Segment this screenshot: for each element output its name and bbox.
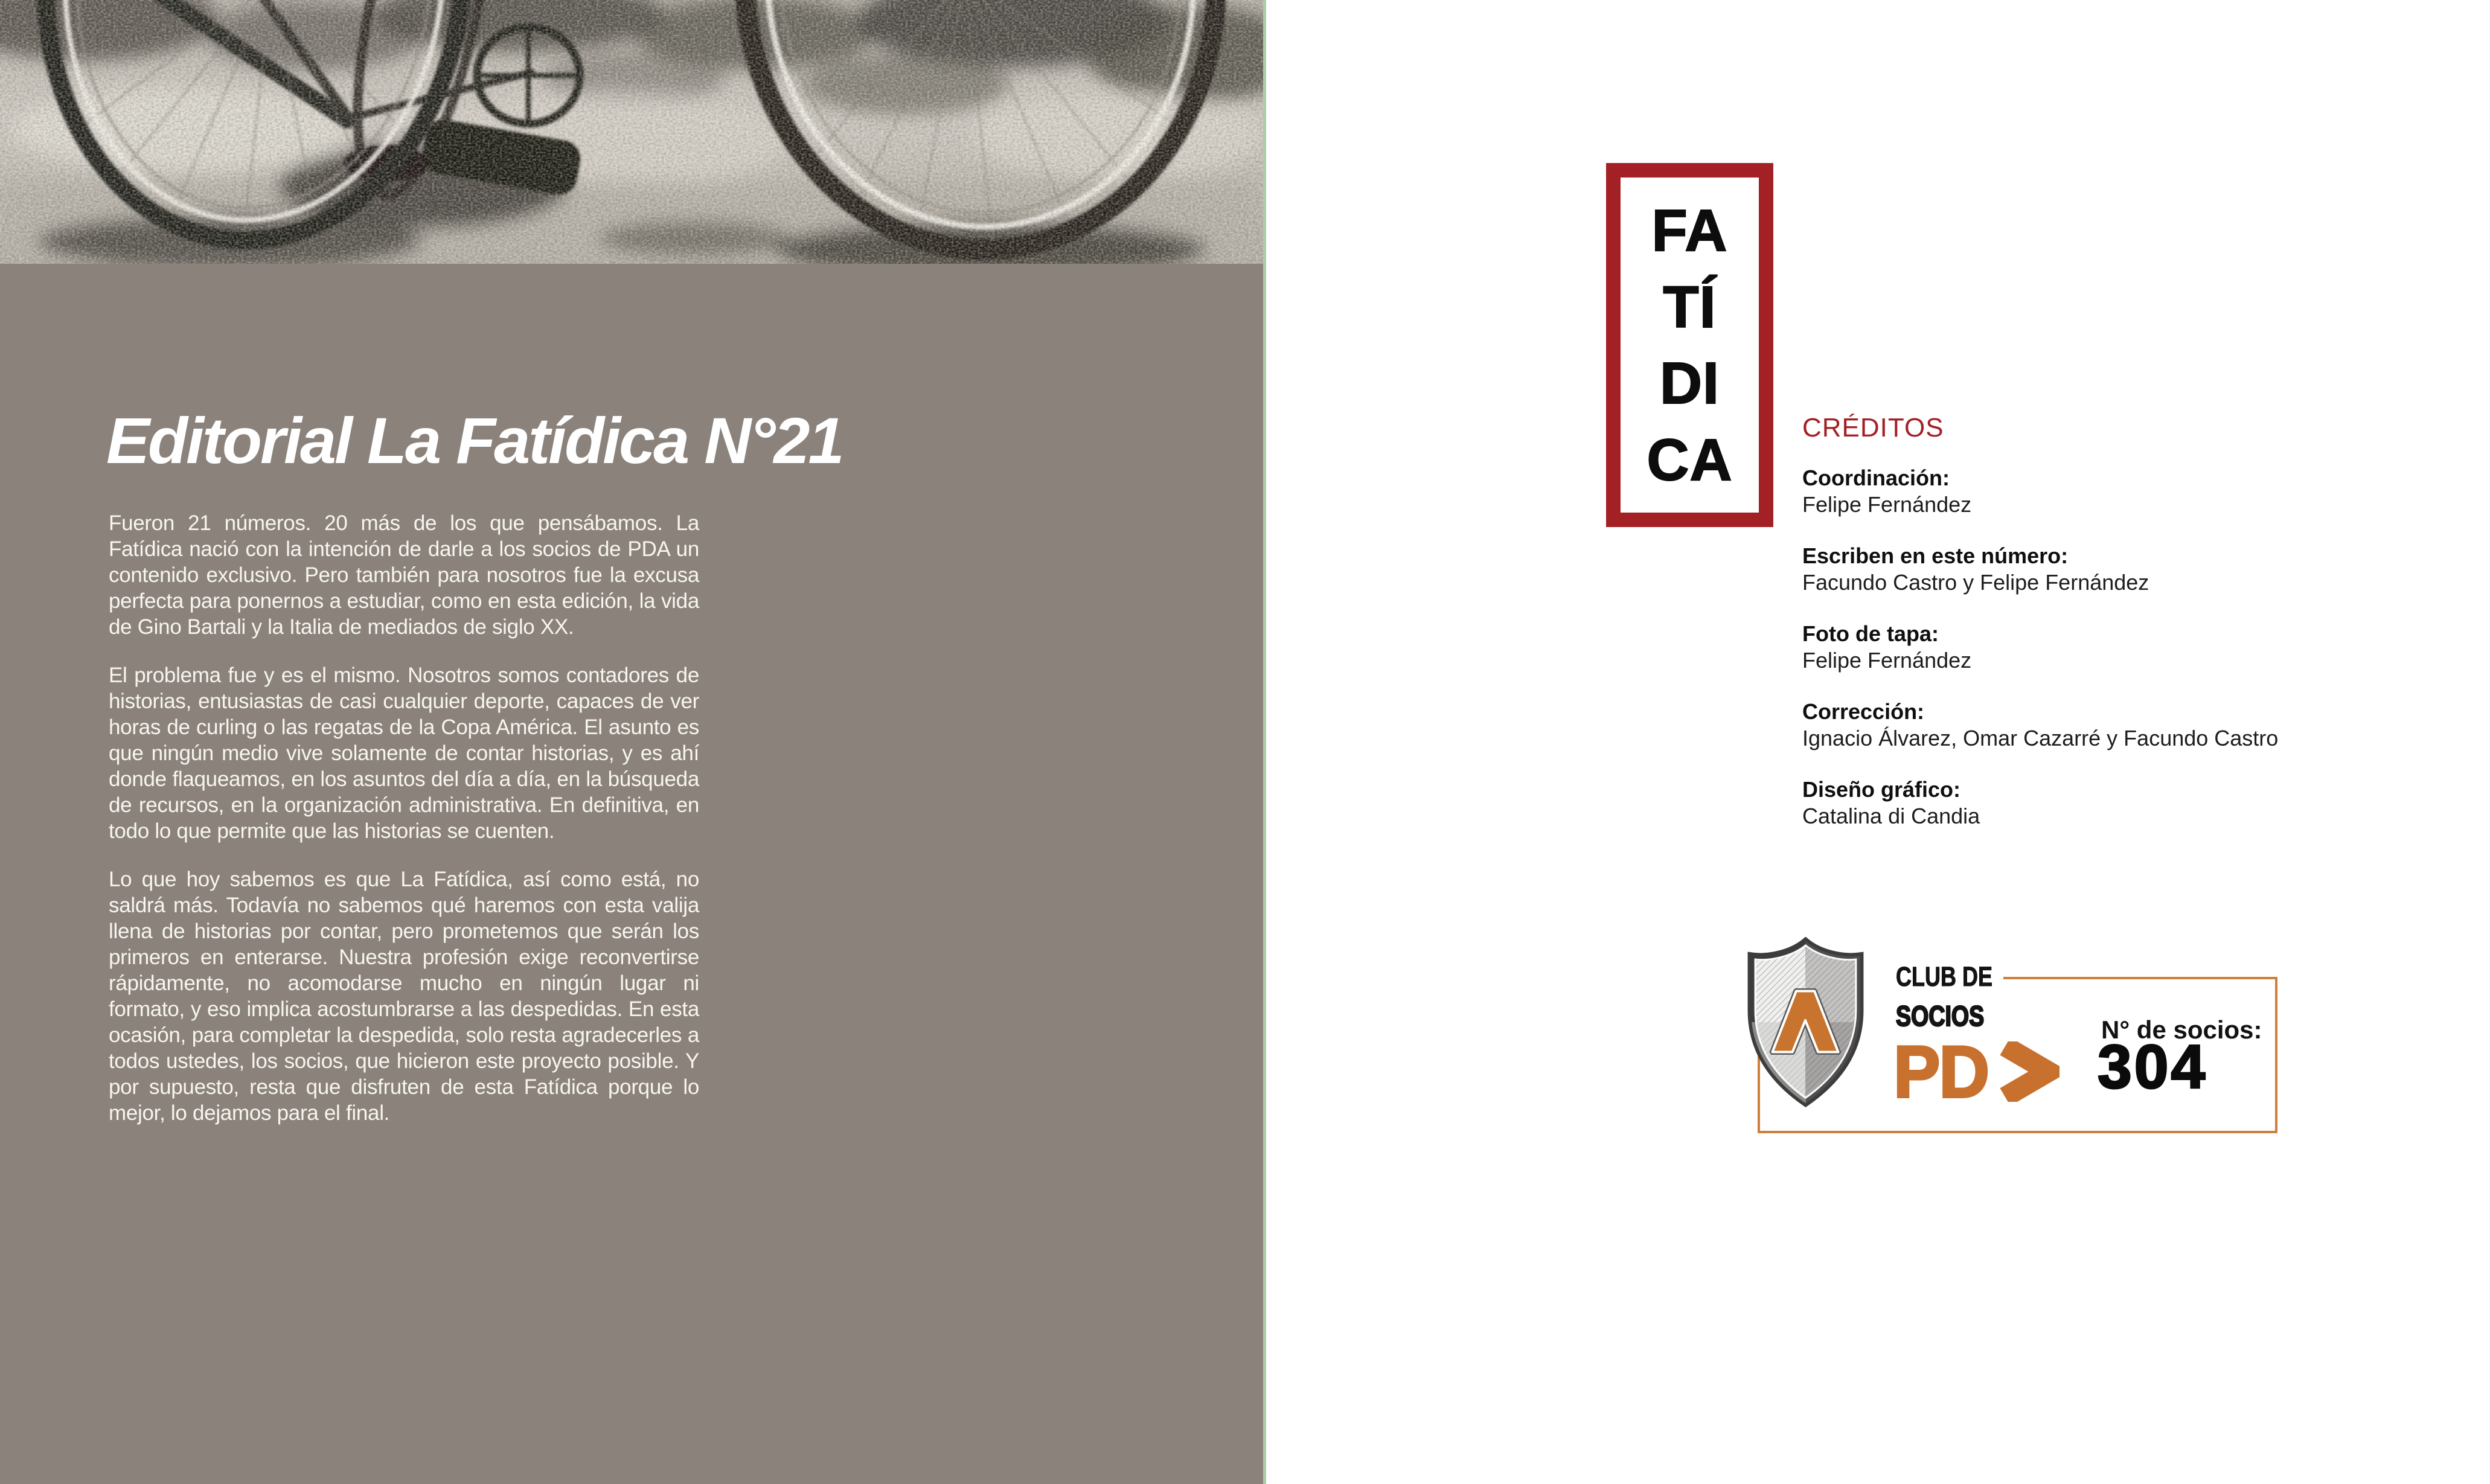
pd-wordmark: PD <box>1893 1031 1989 1113</box>
credit-value: Catalina di Candia <box>1802 804 1980 828</box>
club-badge-line1: CLUB DE <box>1896 961 1992 992</box>
cover-photo-bicycle <box>0 0 1263 264</box>
credit-label: Diseño gráfico: <box>1802 777 1961 802</box>
credit-value: Felipe Fernández <box>1802 492 1972 517</box>
pd-logo <box>1893 1031 2060 1113</box>
editorial-paragraph: Lo que hoy sabemos es que La Fatídica, así como está, no saldrá más. Todavía no sabemos qué haremos con esta valija llena de historias por contar, pero prometemos que serán los primeros en enterarse. Nuestra profesión exige reconvertirse rápidamente, no acomodarse mucho en ningún lugar ni formato, y eso implica acostumbrarse a las despedidas. En esta ocasión, para completar la despedida, solo resta agradecerles a todos ustedes, los socios, que hicieron este proyecto posible. Y por supuesto, resta que disfruten de esta Fatídica porque lo mejor, lo dejamos para el final. <box>109 868 699 1125</box>
credit-item <box>1802 621 2479 674</box>
credit-value: Felipe Fernández <box>1802 648 1972 673</box>
credit-value: Facundo Castro y Felipe Fernández <box>1802 570 2149 595</box>
fatidica-logo-line: DI <box>1660 350 1720 417</box>
members-count-label: N° de socios: <box>2101 1015 2262 1044</box>
credits-heading: CRÉDITOS <box>1802 413 1944 443</box>
page-divider <box>1263 0 1266 1484</box>
fatidica-logo-line: TÍ <box>1663 273 1717 340</box>
credit-item <box>1802 465 2479 518</box>
editorial-body <box>109 510 699 1148</box>
credit-value: Ignacio Álvarez, Omar Cazarré y Facundo Castro <box>1802 726 2279 750</box>
credit-item <box>1802 699 2479 752</box>
fatidica-logo <box>1606 163 1773 527</box>
chevron-right-icon <box>1999 1041 2060 1102</box>
club-shield-icon <box>1744 937 1868 1107</box>
credit-label: Corrección: <box>1802 699 1925 724</box>
credit-label: Escriben en este número: <box>1802 543 2069 568</box>
credit-label: Coordinación: <box>1802 465 1950 490</box>
credits-list <box>1802 465 2479 854</box>
credit-label: Foto de tapa: <box>1802 621 1939 646</box>
editorial-paragraph: Fueron 21 números. 20 más de los que pensábamos. La Fatídica nació con la intención de darle a los socios de PDA un contenido exclusivo. Pero también para nosotros fue la excusa perfecta para ponernos a estudiar, como en esta edición, la vida de Gino Bartali y la Italia de mediados de siglo XX. <box>109 511 699 639</box>
members-box-topline <box>2003 977 2277 979</box>
credit-item <box>1802 776 2479 830</box>
fatidica-logo-line: FA <box>1651 197 1728 264</box>
club-badge-line2: SOCIOS <box>1896 1000 1985 1032</box>
editorial-paragraph: El problema fue y es el mismo. Nosotros somos contadores de historias, entusiastas de casi cualquier deporte, capaces de ver horas de curling o las regatas de la Copa América. El asunto es que ningún medio vive solamente de contar historias, y es ahí donde flaqueamos, en los asuntos del día a día, en la búsqueda de recursos, en la organización administrativa. En definitiva, en todo lo que permite que las historias se cuenten. <box>109 664 699 843</box>
bicycle-wheels-photo-illustration <box>0 0 1263 264</box>
fatidica-logo-line: CA <box>1647 426 1733 493</box>
page-title: Editorial La Fatídica N°21 <box>106 404 843 478</box>
credit-item <box>1802 543 2479 596</box>
members-count-value: 304 <box>2098 1032 2208 1101</box>
